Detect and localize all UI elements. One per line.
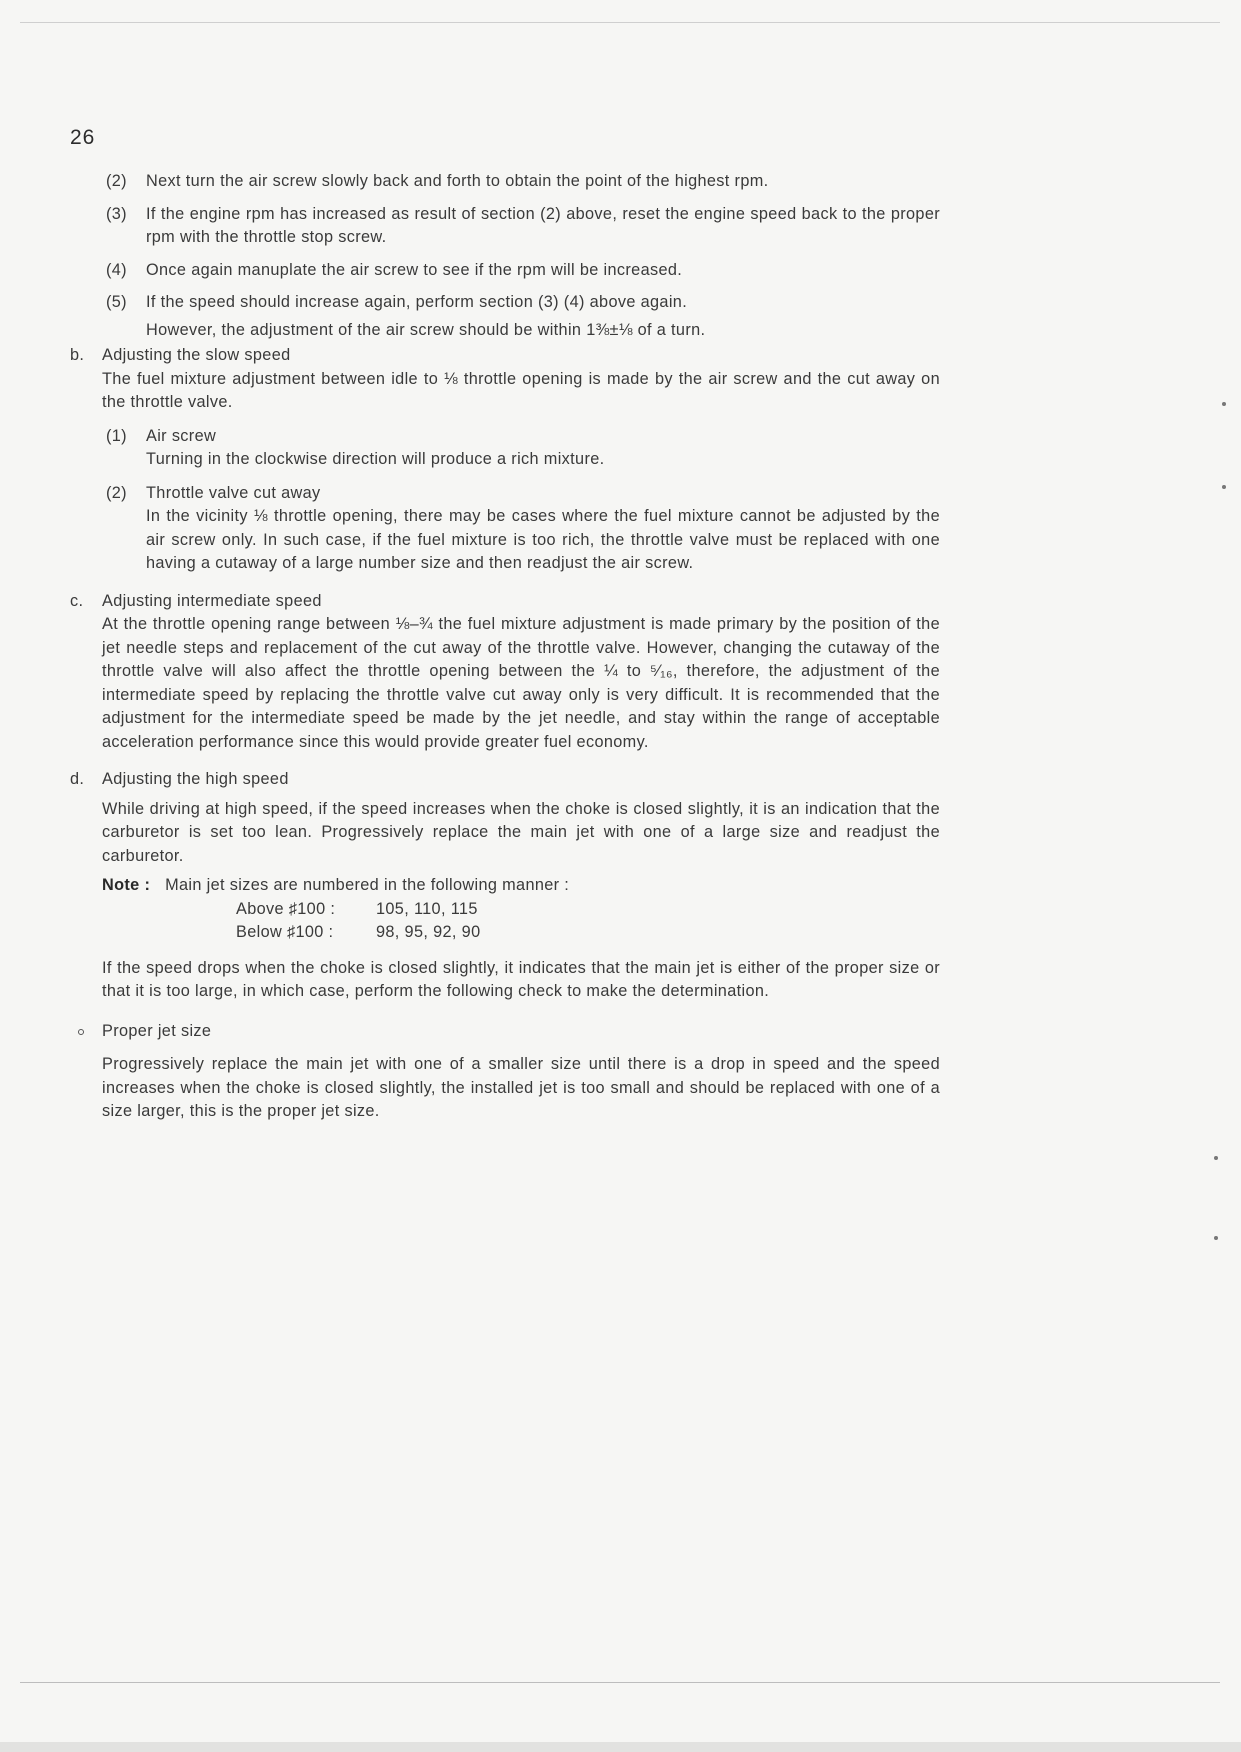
however-note: However, the adjustment of the air screw should be within 1⅜±⅛ of a turn. bbox=[146, 320, 706, 339]
section-marker: d. bbox=[70, 770, 85, 788]
proper-jet-title: Proper jet size bbox=[102, 1021, 212, 1040]
scan-speck bbox=[1222, 402, 1226, 406]
page-number: 26 bbox=[70, 126, 96, 149]
sub-number: (2) bbox=[106, 483, 127, 502]
section-d-heading bbox=[70, 768, 940, 792]
step-item bbox=[70, 259, 940, 283]
sub-heading bbox=[70, 425, 940, 449]
sub-heading bbox=[70, 482, 940, 506]
page-body bbox=[70, 170, 940, 1134]
section-marker: b. bbox=[70, 346, 85, 364]
note-label: Note : bbox=[102, 876, 151, 894]
section-c-body: At the throttle opening range between ⅛–¾ the fuel mixture adjustment is made primary by the position of the jet needle steps and replacement of the cut away of the throttle valve. However, changing the cutaway of the throttle valve will also affect the throttle opening between the ¼ to ⁵⁄₁₆, therefore, the adjustment of the intermediate speed by replacing the throttle valve cut away only is very difficult. It is recommended that the adjustment for the intermediate speed be made by the jet needle, and stay within the range of acceptable acceleration performance since this would provide greater fuel economy. bbox=[102, 615, 940, 751]
step-number: (3) bbox=[106, 204, 127, 223]
sub-body: Turning in the clockwise direction will produce a rich mixture. bbox=[146, 450, 605, 468]
step-number: (5) bbox=[106, 293, 127, 311]
step-text: If the speed should increase again, perform section (3) (4) above again. bbox=[146, 293, 688, 311]
step-text: If the engine rpm has increased as result of section (2) above, reset the engine speed back to the proper rpm with the throttle stop screw. bbox=[146, 204, 940, 246]
scan-speck bbox=[1214, 1156, 1218, 1160]
note-row-label: Above ♯100 : bbox=[236, 899, 336, 918]
sub-title: Throttle valve cut away bbox=[146, 483, 321, 502]
note-row-label: Below ♯100 : bbox=[236, 923, 334, 941]
sub-body: In the vicinity ⅛ throttle opening, there may be cases where the fuel mixture cannot be adjusted by the air screw only. In such case, if the fuel mixture is too rich, the throttle valve must be replaced with one having a cutaway of a large number size and then readjust the air screw. bbox=[146, 507, 940, 572]
note-row bbox=[70, 898, 940, 922]
section-c-heading bbox=[70, 590, 940, 614]
section-d-after-note: If the speed drops when the choke is closed slightly, it indicates that the main jet is either of the proper size or that it is too large, in which case, perform the following check to make the determination. bbox=[102, 958, 940, 1000]
section-title: Adjusting the slow speed bbox=[102, 346, 291, 364]
scan-edge bbox=[0, 1742, 1241, 1752]
step-number: (4) bbox=[106, 260, 127, 279]
top-rule bbox=[20, 22, 1220, 23]
step-item bbox=[70, 170, 940, 194]
scan-speck bbox=[1222, 485, 1226, 489]
note-line bbox=[70, 874, 940, 898]
step-text: Next turn the air screw slowly back and forth to obtain the point of the highest rpm. bbox=[146, 172, 769, 190]
section-b-heading bbox=[70, 344, 940, 368]
proper-jet-heading bbox=[70, 1020, 940, 1044]
section-marker: c. bbox=[70, 591, 84, 610]
section-b-intro: The fuel mixture adjustment between idle to ⅛ throttle opening is made by the air screw and the cut away on the throttle valve. bbox=[102, 369, 940, 411]
step-item bbox=[70, 291, 940, 315]
scan-speck bbox=[1214, 1236, 1218, 1240]
bullet-circle-icon bbox=[78, 1029, 84, 1035]
note-row bbox=[70, 921, 940, 945]
note-text: Main jet sizes are numbered in the following manner : bbox=[165, 876, 570, 894]
step-number: (2) bbox=[106, 172, 127, 190]
section-d-body: While driving at high speed, if the speed increases when the choke is closed slightly, it is an indication that the carburetor is set too lean. Progressively replace the main jet with one of a large size and readjust the carburetor. bbox=[102, 799, 940, 865]
sub-number: (1) bbox=[106, 426, 127, 445]
bottom-rule bbox=[20, 1682, 1220, 1683]
section-title: Adjusting intermediate speed bbox=[102, 591, 322, 610]
step-item bbox=[70, 203, 940, 250]
proper-jet-body: Progressively replace the main jet with one of a smaller size until there is a drop in speed and the speed increases when the choke is closed slightly, the installed jet is too small and should be replaced with one of a size larger, this is the proper jet size. bbox=[102, 1055, 940, 1120]
step-text: Once again manuplate the air screw to see if the rpm will be increased. bbox=[146, 260, 683, 279]
note-row-values: 105, 110, 115 bbox=[376, 899, 478, 918]
section-title: Adjusting the high speed bbox=[102, 770, 289, 788]
sub-title: Air screw bbox=[146, 426, 217, 445]
note-row-values: 98, 95, 92, 90 bbox=[376, 923, 481, 941]
